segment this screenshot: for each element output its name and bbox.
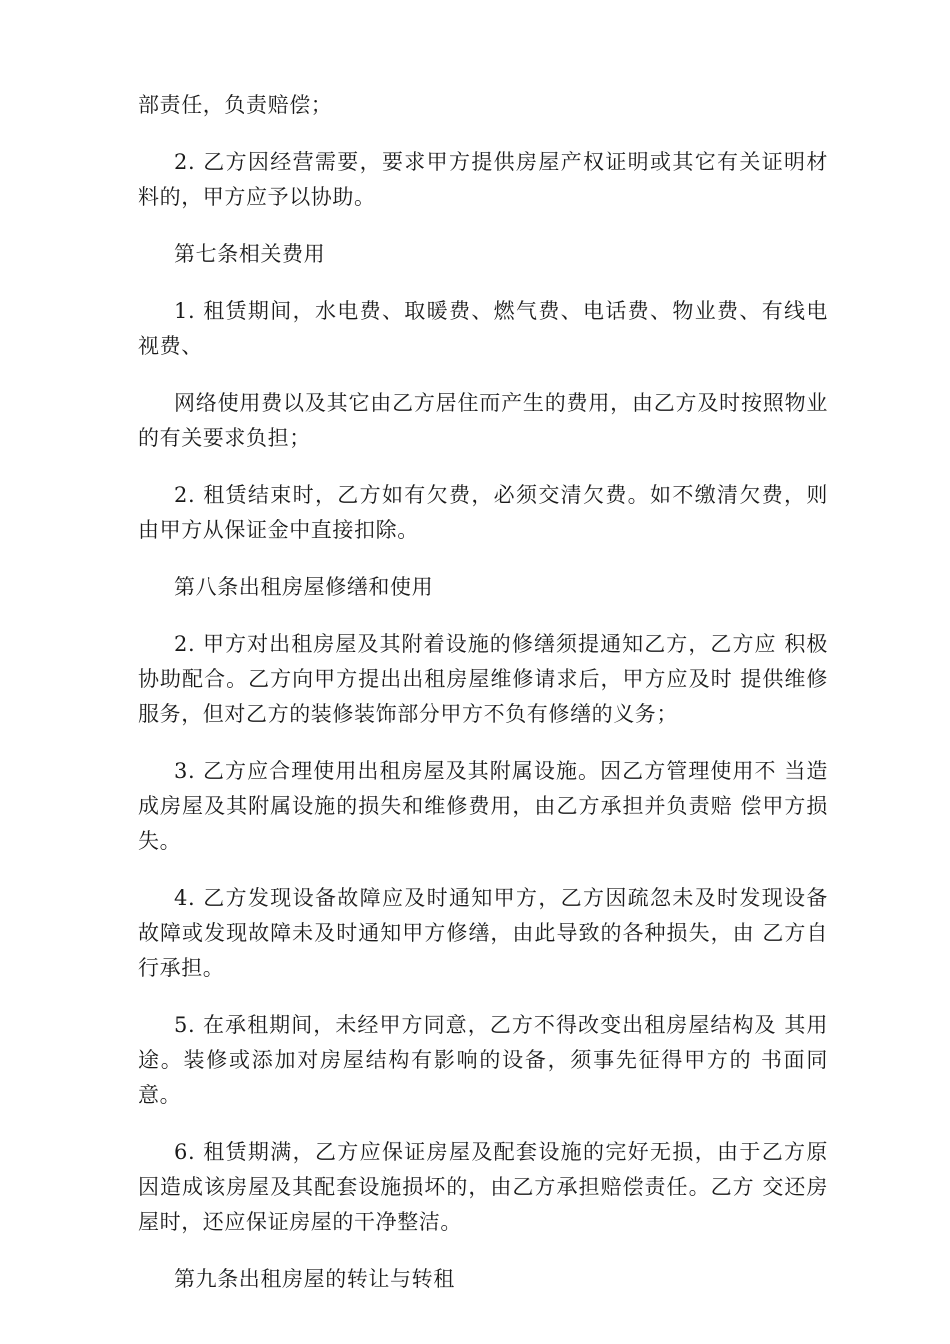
paragraph-clause-8-3: 3. 乙方应合理使用出租房屋及其附属设施。因乙方管理使用不 当造成房屋及其附属设施的损失和维修费用，由乙方承担并负责赔 偿甲方损失。 — [138, 759, 828, 853]
section-heading-article-8: 第八条出租房屋修缮和使用 — [174, 575, 434, 599]
paragraph-clause-8-4: 4. 乙方发现设备故障应及时通知甲方，乙方因疏忽未及时发现设备故障或发现故障未及时通知甲方修缮，由此导致的各种损失，由 乙方自行承担。 — [138, 886, 828, 980]
paragraph-continuation: 部责任，负责赔偿； — [138, 93, 333, 117]
paragraph-clause-6-2: 2. 乙方因经营需要，要求甲方提供房屋产权证明或其它有关证明材料的，甲方应予以协助。 — [138, 150, 828, 209]
document-body — [138, 88, 828, 1319]
section-heading-article-7: 第七条相关费用 — [174, 242, 326, 266]
paragraph-clause-8-2: 2. 甲方对出租房屋及其附着设施的修缮须提通知乙方，乙方应 积极协助配合。乙方向甲方提出出租房屋维修请求后，甲方应及时 提供维修服务，但对乙方的装修装饰部分甲方不负有修缮的义务； — [138, 632, 828, 726]
paragraph-clause-7-1: 1. 租赁期间，水电费、取暖费、燃气费、电话费、物业费、有线电视费、 — [138, 299, 828, 358]
section-heading-article-9: 第九条出租房屋的转让与转租 — [174, 1267, 455, 1291]
paragraph-clause-7-2: 2. 租赁结束时，乙方如有欠费，必须交清欠费。如不缴清欠费，则由甲方从保证金中直接扣除。 — [138, 483, 828, 542]
paragraph-clause-7-1-cont: 网络使用费以及其它由乙方居住而产生的费用，由乙方及时按照物业的有关要求负担； — [138, 391, 828, 450]
paragraph-clause-8-5: 5. 在承租期间，未经甲方同意，乙方不得改变出租房屋结构及 其用途。装修或添加对房屋结构有影响的设备，须事先征得甲方的 书面同意。 — [138, 1013, 828, 1107]
paragraph-clause-8-6: 6. 租赁期满，乙方应保证房屋及配套设施的完好无损，由于乙方原因造成该房屋及其配套设施损坏的，由乙方承担赔偿责任。乙方 交还房屋时，还应保证房屋的干净整洁。 — [138, 1140, 828, 1234]
